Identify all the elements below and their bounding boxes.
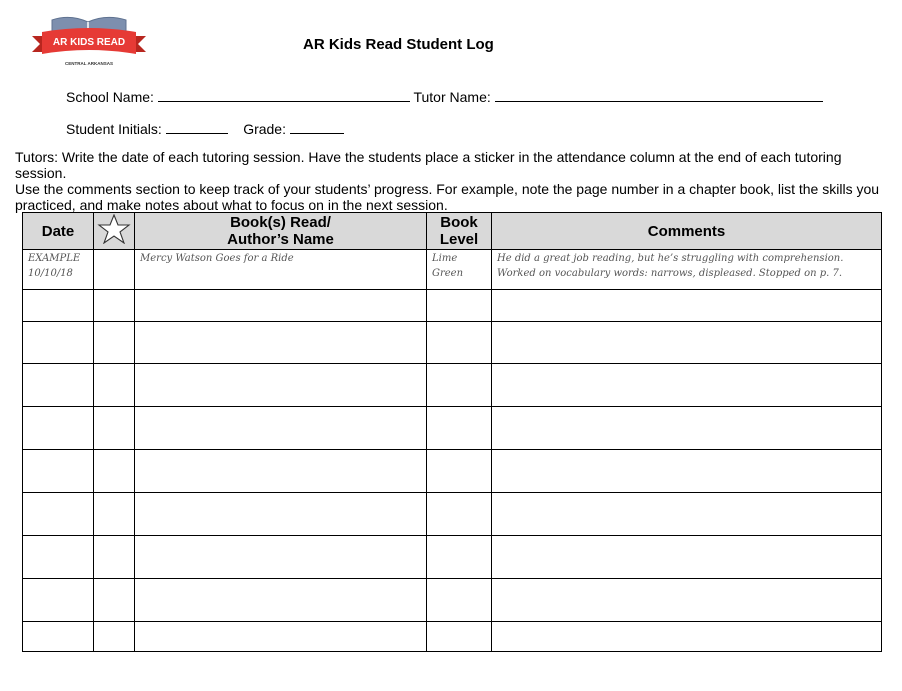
school-name-label: School Name: [66,89,154,105]
level-header-line1: Book [440,214,478,231]
comments-cell[interactable] [492,322,882,364]
instructions-line: practiced, and make notes about what to focus on in the next session. [15,197,448,213]
comments-cell[interactable] [492,622,882,652]
example-level-cell [427,250,492,290]
level-cell[interactable] [427,536,492,579]
comments-cell[interactable] [492,536,882,579]
example-date-cell [23,250,94,290]
initials-grade-line [66,119,344,137]
logo-text: AR KIDS READ [52,37,126,48]
level-cell[interactable] [427,364,492,407]
attendance-cell[interactable] [94,290,135,322]
student-initials-field[interactable] [166,119,228,134]
star-icon [97,214,131,244]
example-level-line1: Lime [432,253,458,264]
date-cell[interactable] [23,622,94,652]
grade-label: Grade: [243,121,286,137]
example-attendance-cell[interactable] [94,250,135,290]
date-cell[interactable] [23,450,94,493]
book-cell[interactable] [135,364,427,407]
books-header-line2: Author’s Name [227,231,334,248]
log-row [23,290,882,322]
header-row [23,213,882,250]
example-comments-cell [492,250,882,290]
example-level-line2: Green [432,268,464,279]
attendance-cell[interactable] [94,536,135,579]
book-cell[interactable] [135,536,427,579]
comments-cell[interactable] [492,493,882,536]
tutor-name-label: Tutor Name: [413,89,491,105]
date-cell[interactable] [23,493,94,536]
page-title: AR Kids Read Student Log [303,36,494,53]
example-book-cell: Mercy Watson Goes for a Ride [135,250,427,290]
instructions-line: Use the comments section to keep track of your students’ progress. For example, note the page number in a chapter book, list the skills you [15,181,880,197]
example-date-line2: 10/10/18 [28,268,73,279]
level-cell[interactable] [427,322,492,364]
level-cell[interactable] [427,579,492,622]
ar-kids-read-logo [30,14,148,72]
school-tutor-line [66,87,823,105]
date-cell[interactable] [23,290,94,322]
attendance-cell[interactable] [94,493,135,536]
log-row [23,450,882,493]
log-row [23,493,882,536]
comments-cell[interactable] [492,364,882,407]
level-header [427,213,492,250]
attendance-cell[interactable] [94,450,135,493]
school-name-field[interactable] [158,87,410,102]
comments-cell[interactable] [492,450,882,493]
attendance-cell[interactable] [94,322,135,364]
books-header-line1: Book(s) Read/ [230,214,331,231]
book-cell[interactable] [135,290,427,322]
attendance-cell[interactable] [94,622,135,652]
level-cell[interactable] [427,450,492,493]
level-cell[interactable] [427,290,492,322]
books-header [135,213,427,250]
date-cell[interactable] [23,322,94,364]
attendance-cell[interactable] [94,407,135,450]
date-cell[interactable] [23,536,94,579]
level-cell[interactable] [427,407,492,450]
comments-cell[interactable] [492,579,882,622]
grade-field[interactable] [290,119,344,134]
log-row [23,536,882,579]
log-row [23,364,882,407]
example-comments-line1: He did a great job reading, but he’s struggling with comprehension. [497,253,844,264]
book-cell[interactable] [135,322,427,364]
logo-subtext: CENTRAL ARKANSAS [64,61,114,66]
instructions [15,149,895,213]
log-row [23,407,882,450]
example-row [23,250,882,290]
date-cell[interactable] [23,407,94,450]
book-cell[interactable] [135,622,427,652]
comments-header: Comments [492,213,882,250]
level-header-line2: Level [439,231,479,248]
attendance-header [94,213,135,250]
book-cell[interactable] [135,579,427,622]
level-cell[interactable] [427,493,492,536]
date-cell[interactable] [23,579,94,622]
book-cell[interactable] [135,450,427,493]
example-comments-line2: Worked on vocabulary words: narrows, displeased. Stopped on p. 7. [497,268,843,279]
log-row [23,322,882,364]
attendance-cell[interactable] [94,579,135,622]
student-initials-label: Student Initials: [66,121,162,137]
book-cell[interactable] [135,493,427,536]
level-cell[interactable] [427,622,492,652]
comments-cell[interactable] [492,407,882,450]
instructions-line: Tutors: Write the date of each tutoring session. Have the students place a sticker in the attendance column at the end of each tutoring session. [15,149,842,181]
book-cell[interactable] [135,407,427,450]
example-date-line1: EXAMPLE [28,253,81,264]
date-cell[interactable] [23,364,94,407]
date-header: Date [23,213,94,250]
student-log-table [22,212,882,652]
tutor-name-field[interactable] [495,87,823,102]
log-row [23,622,882,652]
comments-cell[interactable] [492,290,882,322]
attendance-cell[interactable] [94,364,135,407]
log-row [23,579,882,622]
